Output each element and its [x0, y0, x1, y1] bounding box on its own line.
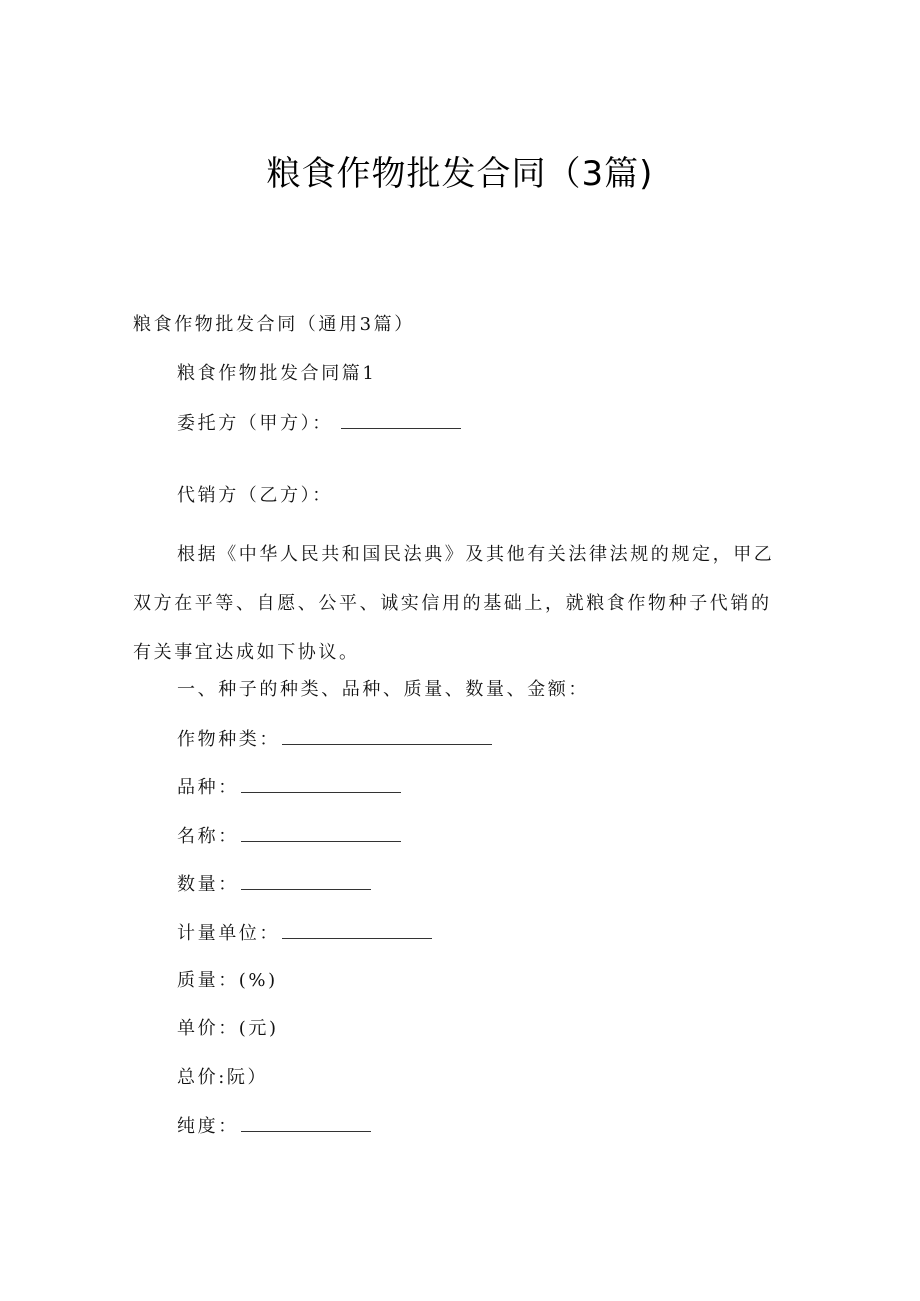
client-party-blank — [341, 410, 461, 429]
quantity-field — [177, 871, 371, 898]
unit-blank — [282, 920, 432, 939]
name-field — [177, 823, 401, 850]
crop-type-label: 作物种类： — [177, 729, 280, 750]
unit-label: 计量单位： — [177, 923, 280, 944]
document-title: 粮食作物批发合同（3篇) — [266, 154, 654, 194]
variety-blank — [241, 774, 401, 793]
crop-type-blank — [282, 726, 492, 745]
purity-field — [177, 1113, 371, 1140]
client-party-label: 委托方（甲方）： — [177, 413, 333, 434]
client-party-line — [177, 410, 461, 437]
agent-party-label: 代销方（乙方）： — [177, 485, 333, 506]
unit-field — [177, 920, 432, 947]
name-blank — [241, 823, 401, 842]
quantity-blank — [241, 871, 371, 890]
name-label: 名称： — [177, 826, 239, 847]
quality-field: 质量：(%) — [177, 970, 278, 991]
variety-label: 品种： — [177, 777, 239, 798]
section-heading: 粮食作物批发合同篇1 — [177, 363, 377, 384]
total-price-field: 总价:阮） — [177, 1067, 269, 1088]
unit-price-field: 单价：(元) — [177, 1018, 279, 1039]
clause-1-heading: 一、种子的种类、品种、质量、数量、金额： — [177, 679, 589, 700]
document-subtitle: 粮食作物批发合同（通用3篇） — [133, 314, 415, 335]
variety-field — [177, 774, 401, 801]
crop-type-field — [177, 726, 492, 753]
intro-paragraph: 根据《中华人民共和国民法典》及其他有关法律法规的规定，甲乙双方在平等、自愿、公平、诚实信用的基础上，就粮食作物种子代销的有关事宜达成如下协议。 — [133, 544, 775, 663]
purity-label: 纯度： — [177, 1116, 239, 1137]
quantity-label: 数量： — [177, 874, 239, 895]
purity-blank — [241, 1113, 371, 1132]
